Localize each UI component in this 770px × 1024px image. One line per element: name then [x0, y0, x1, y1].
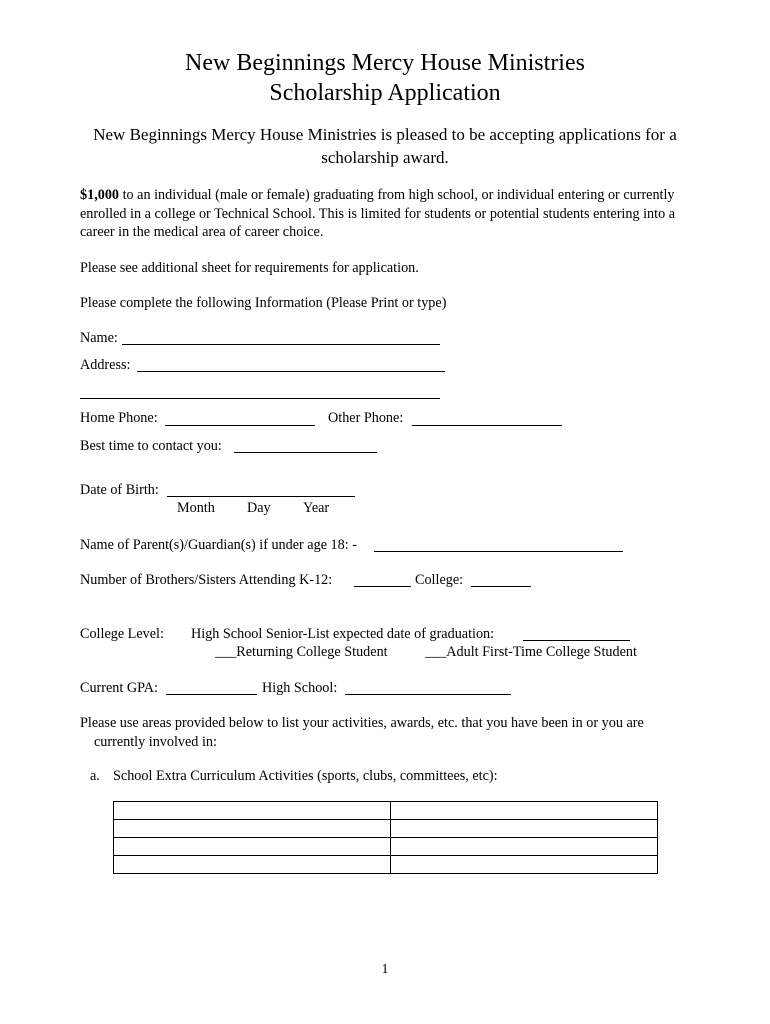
- siblings-field[interactable]: [354, 586, 411, 587]
- parents-field[interactable]: [374, 551, 623, 552]
- home-phone-field[interactable]: [165, 425, 315, 426]
- home-phone-label: Home Phone:: [80, 410, 158, 426]
- parents-label: Name of Parent(s)/Guardian(s) if under age 18: -: [80, 537, 357, 553]
- intro-line-1: New Beginnings Mercy House Ministries is pleased to be accepting applications for a: [93, 125, 677, 144]
- table-cell[interactable]: [391, 820, 658, 838]
- form-subtitle: Scholarship Application: [269, 80, 501, 106]
- adult-first-time-option[interactable]: ___Adult First-Time College Student: [425, 644, 637, 660]
- table-cell[interactable]: [391, 838, 658, 856]
- table-row: [114, 802, 658, 820]
- address-label: Address:: [80, 357, 131, 373]
- table-row: [114, 820, 658, 838]
- table-cell[interactable]: [114, 802, 391, 820]
- table-cell[interactable]: [114, 838, 391, 856]
- complete-info-note: Please complete the following Information (Please Print or type): [80, 295, 447, 311]
- award-description: [80, 186, 690, 242]
- dob-label: Date of Birth:: [80, 482, 159, 498]
- returning-student-option[interactable]: ___Returning College Student: [215, 644, 388, 660]
- high-school-label: High School:: [262, 680, 338, 696]
- table-cell[interactable]: [114, 856, 391, 874]
- other-phone-field[interactable]: [412, 425, 562, 426]
- page-number: 1: [381, 962, 389, 977]
- address-field-line-1[interactable]: [137, 371, 445, 372]
- table-cell[interactable]: [114, 820, 391, 838]
- high-school-field[interactable]: [345, 694, 511, 695]
- activities-table: [113, 801, 658, 874]
- table-row: [114, 838, 658, 856]
- name-label: Name:: [80, 330, 118, 346]
- gpa-field[interactable]: [166, 694, 257, 695]
- dob-day-caption: Day: [247, 500, 271, 516]
- college-label: College:: [415, 572, 464, 588]
- college-level-label: College Level:: [80, 626, 164, 642]
- table-cell[interactable]: [391, 802, 658, 820]
- best-time-label: Best time to contact you:: [80, 438, 222, 454]
- best-time-field[interactable]: [234, 452, 377, 453]
- college-field[interactable]: [471, 586, 531, 587]
- dob-year-caption: Year: [303, 500, 330, 516]
- form-title: New Beginnings Mercy House Ministries: [185, 50, 585, 76]
- other-phone-label: Other Phone:: [328, 410, 404, 426]
- gpa-label: Current GPA:: [80, 680, 158, 696]
- table-cell[interactable]: [391, 856, 658, 874]
- activities-intro-line-1: Please use areas provided below to list your activities, awards, etc. that you have been in or you are: [80, 715, 644, 731]
- item-a-marker: a.: [90, 768, 100, 784]
- activities-intro-line-2: currently involved in:: [94, 734, 217, 750]
- siblings-label: Number of Brothers/Sisters Attending K-12:: [80, 572, 333, 588]
- intro-line-2: scholarship award.: [321, 148, 449, 167]
- table-row: [114, 856, 658, 874]
- item-a-label: School Extra Curriculum Activities (sports, clubs, committees, etc):: [113, 768, 498, 784]
- hs-senior-label: High School Senior-List expected date of graduation:: [191, 626, 495, 642]
- graduation-date-field[interactable]: [523, 640, 630, 641]
- address-field-line-2[interactable]: [80, 398, 440, 399]
- award-text: to an individual (male or female) graduating from high school, or individual entering or currently enrolled in a college or Technical School. This is limited for students or potential students entering into a career in the medical area of career choice.: [80, 187, 676, 240]
- dob-month-caption: Month: [177, 500, 215, 516]
- award-amount: $1,000: [80, 187, 120, 203]
- name-field[interactable]: [122, 344, 440, 345]
- additional-sheet-note: Please see additional sheet for requirements for application.: [80, 260, 419, 276]
- dob-field[interactable]: [167, 496, 355, 497]
